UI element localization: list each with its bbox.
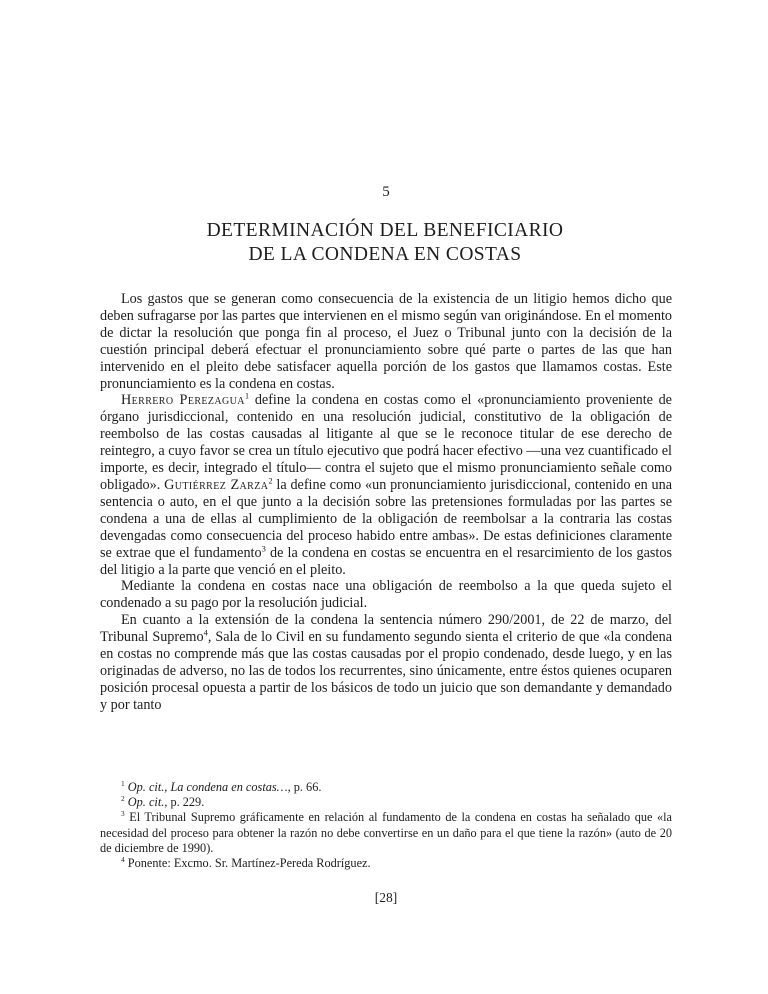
footnote: $^4$ Ponente: Excmo. Sr. Martínez-Pereda Rodríguez.: [121, 854, 371, 871]
chapter-title-line1: DETERMINACIÓN DEL BENEFICIARIO: [206, 220, 564, 241]
chapter-title-line2: DE LA CONDENA EN COSTAS: [248, 243, 522, 265]
body-paragraph: Mediante la condena en costas nace una obligación de reembolso a la que queda sujeto el condenado a su pago por la resolución judicial.: [100, 578, 672, 612]
body-text: [100, 291, 672, 714]
page-number-footer: [28]: [374, 890, 398, 905]
footnotes: [100, 780, 672, 871]
footnote: $^3$ El Tribunal Supremo gráficamente en relación al fundamento de la condena en costas ha señalado que «la necesidad del proceso para obtener la razón no debe convertirse en un daño para el que tiene la razón» (auto de 20 de diciembre de 1990).: [100, 809, 672, 855]
chapter-title: [85, 219, 685, 266]
footnote: $^1$ Op. cit., La condena en costas…, p. 66.: [121, 778, 322, 794]
body-paragraph: En cuanto a la extensión de la condena la sentencia número 290/2001, de 22 de marzo, del Tribunal Supremo$^4$, Sala de lo Civil en su fundamento segundo sienta el criterio de que «la condena en costas no comprende más que las costas causadas por el propio condenado, desde luego, y en las originadas de adverso, no las de todos los recurrentes, sino únicamente, entre éstos quienes ocuparen posición procesal opuesta a partir de los básicos de todo un juicio que son demandante y demandado y por tanto: [100, 612, 672, 713]
body-paragraph: Herrero Perezagua$^1$ define la condena en costas como el «pronunciamiento proveniente de órgano jurisdiccional, contenido en una resolución judicial, constitutivo de la obligación de reembolso de las costas causadas al litigante al que se le reconoce titular de ese derecho de reintegro, a cuyo favor se crea un título ejecutivo que podrá hacer efectivo —una vez cuantificado el importe, es decir, integrado el título— contra el sujeto que el mismo pronunciamiento señale como obligado». Gutiérrez Zarza$^2$ la define como «un pronunciamiento jurisdiccional, contenido en una sentencia o auto, en el que junto a la decisión sobre las pretensiones formuladas por las partes se condena a una de ellas al cumplimiento de la obligación de reembolsar a la contraria las costas devengadas como consecuencia del proceso habido entre ambas». De estas definiciones claramente se extrae que el fundamento$^3$ de la condena en costas se encuentra en el resarcimiento de los gastos del litigio a la parte que venció en el pleito.: [100, 390, 672, 578]
footnote: $^2$ Op. cit., p. 229.: [121, 794, 205, 810]
body-paragraph: Los gastos que se generan como consecuencia de la existencia de un litigio hemos dicho que deben sufragarse por las partes que intervienen en el mismo según van originándose. En el momento de dictar la resolución que ponga fin al proceso, el Juez o Tribunal junto con la decisión de la cuestión principal deberá efectuar el pronunciamiento sobre qué parte o partes de las que han intervenido en el pleito debe satisfacer aquella porción de los gastos que llamamos costas. Este pronunciamiento es la condena en costas.: [100, 291, 672, 392]
chapter-number: 5: [382, 184, 390, 200]
